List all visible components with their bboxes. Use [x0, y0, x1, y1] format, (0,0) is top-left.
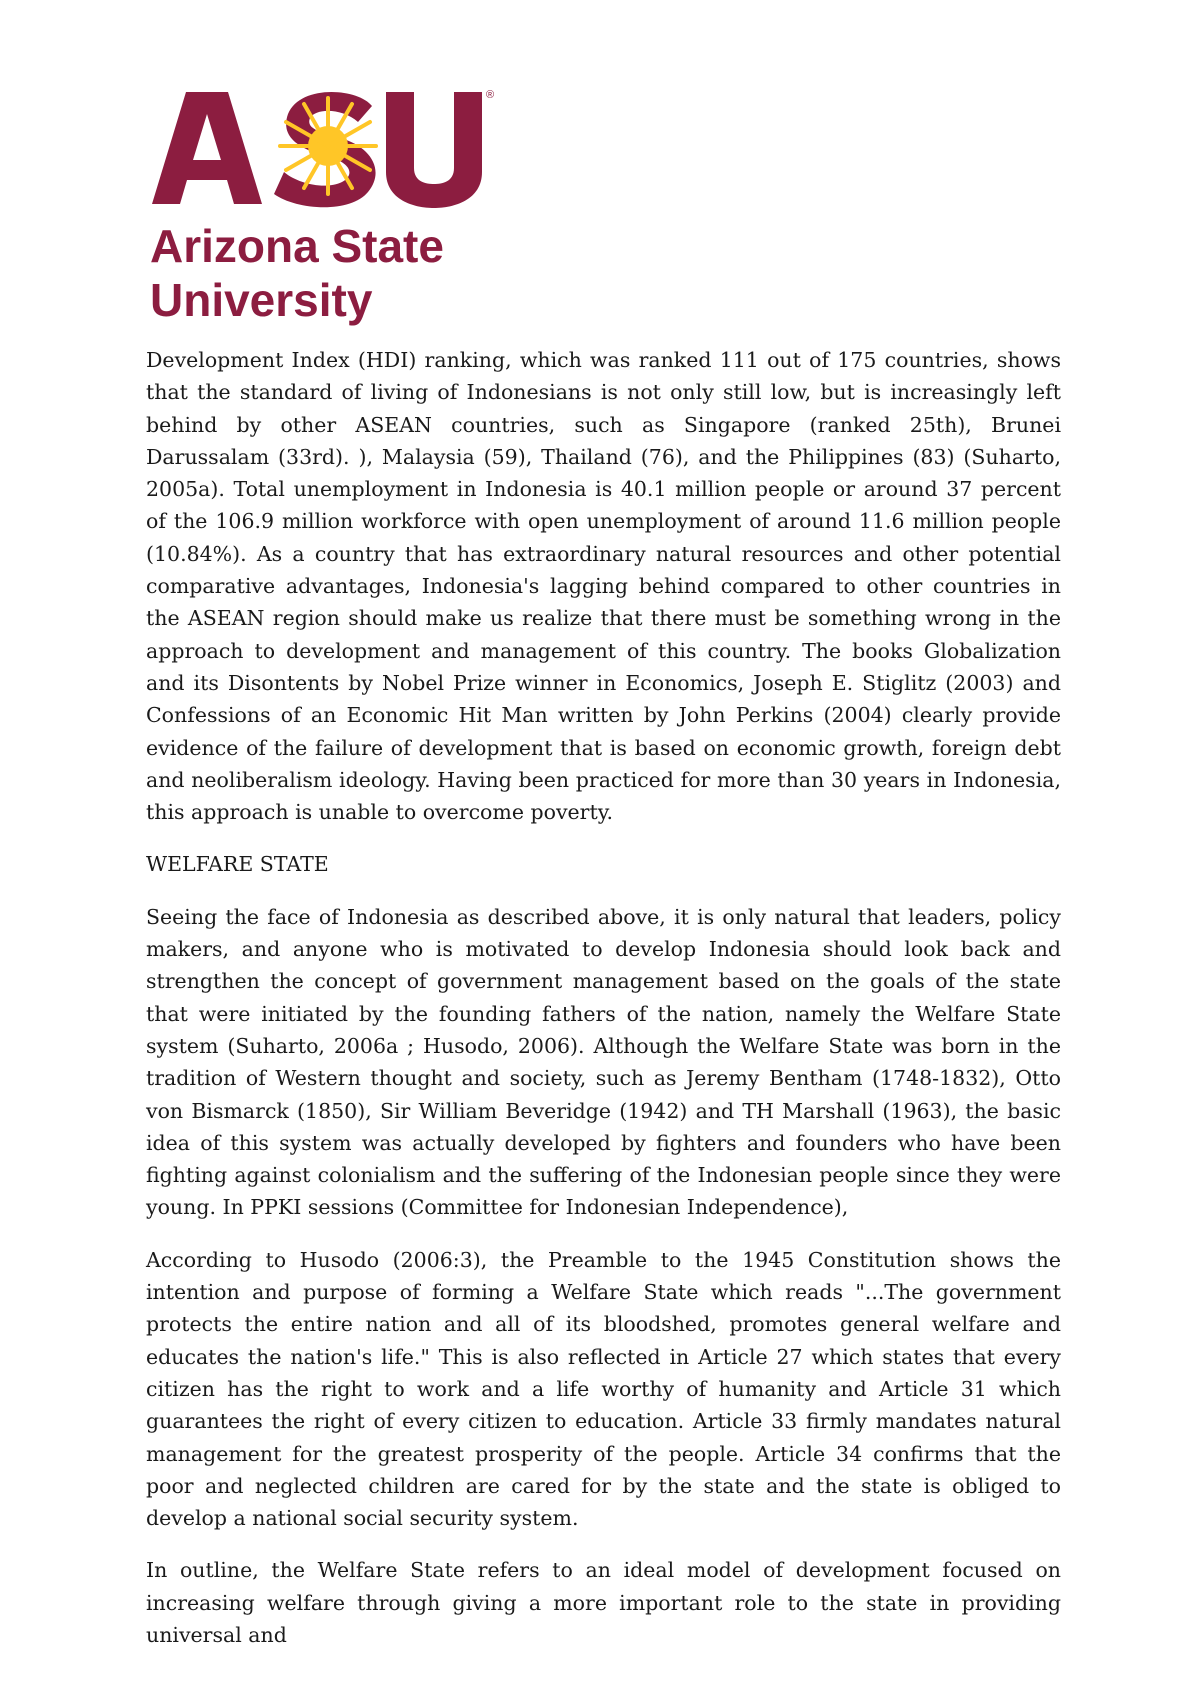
logo-name-line-2: University [150, 274, 373, 326]
asu-logo [150, 84, 530, 334]
asu-logo-graphic [150, 84, 530, 334]
logo-name-line-1: Arizona State [150, 220, 444, 272]
section-heading-welfare-state: WELFARE STATE [146, 852, 329, 877]
paragraph-welfare-state-outline: In outline, the Welfare State refers to an ideal model of development focused on increasing welfare through giving a more important role to the state in providing universal and [146, 1558, 1061, 1647]
document-body [146, 344, 1061, 1671]
paragraph-preamble-1945: According to Husodo (2006:3), the Preamble to the 1945 Constitution shows the intention and purpose of forming a Welfare State which reads "...The government protects the entire nation and all of its bloodshed, promotes general welfare and educates the nation's life." This is also reflected in Article 27 which states that every citizen has the right to work and a life worthy of humanity and Article 31 which guarantees the right of every citizen to education. Article 33 firmly mandates natural management for the greatest prosperity of the people. Article 34 confirms that the poor and neglected children are cared for by the state and the state is obliged to develop a national social security system. [146, 1247, 1061, 1531]
paragraph-hdi-ranking: Development Index (HDI) ranking, which was ranked 111 out of 175 countries, shows that the standard of living of Indonesians is not only still low, but is increasingly left behind by other ASEAN countries, such as Singapore (ranked 25th), Brunei Darussalam (33rd). ), Malaysia (59), Thailand (76), and the Philippines (83) (Suharto, 2005a). Total unemployment in Indonesia is 40.1 million people or around 37 percent of the 106.9 million workforce with open unemployment of around 11.6 million people (10.84%). As a country that has extraordinary natural resources and other potential comparative advantages, Indonesia's lagging behind compared to other countries in the ASEAN region should make us realize that there must be something wrong in the approach to development and management of this country. The books Globalization and its Disontents by Nobel Prize winner in Economics, Joseph E. Stiglitz (2003) and Confessions of an Economic Hit Man written by John Perkins (2004) clearly provide evidence of the failure of development that is based on economic growth, foreign debt and neoliberalism ideology. Having been practiced for more than 30 years in Indonesia, this approach is unable to overcome poverty. [146, 348, 1061, 825]
registered-mark: ® [486, 89, 495, 101]
paragraph-welfare-state-intro: Seeing the face of Indonesia as described above, it is only natural that leaders, policy makers, and anyone who is motivated to develop Indonesia should look back and strengthen the concept of government management based on the goals of the state that were initiated by the founding fathers of the nation, namely the Welfare State system (Suharto, 2006a ; Husodo, 2006). Although the Welfare State was born in the tradition of Western thought and society, such as Jeremy Bentham (1748-1832), Otto von Bismarck (1850), Sir William Beveridge (1942) and TH Marshall (1963), the basic idea of this system was actually developed by fighters and founders who have been fighting against colonialism and the suffering of the Indonesian people since they were young. In PPKI sessions (Committee for Indonesian Independence), [146, 904, 1061, 1220]
logo-letter-a [152, 92, 262, 204]
logo-letter-u [386, 92, 482, 208]
